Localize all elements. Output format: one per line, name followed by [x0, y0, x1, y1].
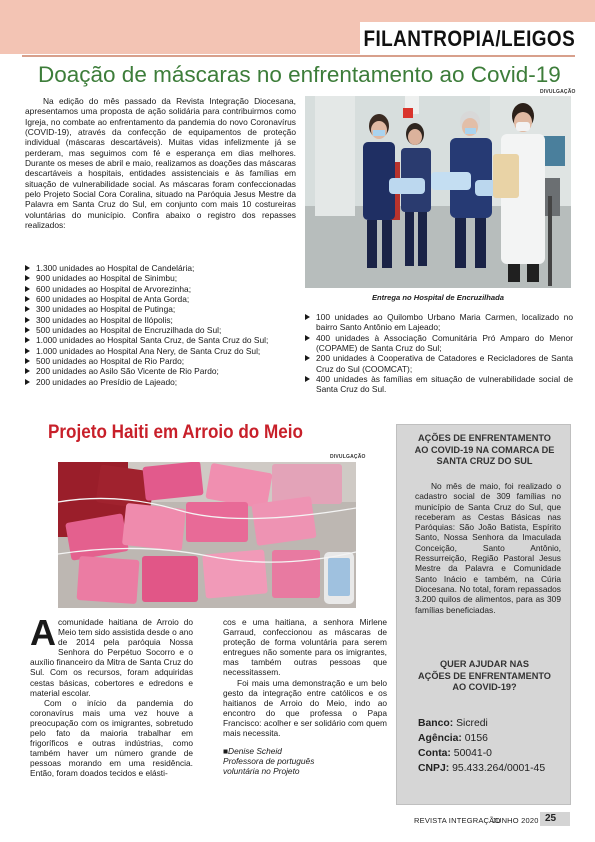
- list-item: 500 unidades ao Hospital de Encruzilhada do Sul;: [25, 325, 300, 335]
- photo1-credit: DIVULGAÇÃO: [540, 89, 576, 95]
- donation-list-left: [25, 263, 300, 387]
- sidebar-help-line2: AÇÕES DE ENFRENTAMENTO: [418, 670, 551, 681]
- sidebar-paragraph: No mês de maio, foi realizado o cadastro social de 309 famílias no município de Santa Cruz do Sul, que receberam as Cestas Básicas nas Paróquias: São João Batista, Espírito Santo, Nossa Senhora da Imaculada Conceição, Santo Antônio, Ressurreição, Região Pastoral Jesus Mestre da Palavra e Comunidade Santo Inácio e também, na Cúria Diocesana. No total, foram repassados 3.200 quilos de alimentos, para as 309 famílias beneficiadas.: [415, 481, 561, 615]
- list-item: 900 unidades ao Hospital de Sinimbu;: [25, 273, 300, 283]
- cnpj-row: CNPJ: 95.433.264/0001-45: [418, 763, 546, 774]
- list-item: 300 unidades ao Hospital de Ilópolis;: [25, 315, 300, 325]
- list-item: 600 unidades ao Hospital de Arvorezinha;: [25, 284, 300, 294]
- list-item: 400 unidades à Associação Comunitária Pró Amparo do Menor (COPAME) de Santa Cruz do Sul;: [305, 333, 573, 354]
- article2-column-left: [30, 612, 193, 779]
- hospital-delivery-photo: [305, 96, 571, 288]
- bank-details: [418, 716, 545, 776]
- sidebar-text: [415, 481, 561, 615]
- sidebar-title-line3: SANTA CRUZ DO SUL: [436, 456, 533, 466]
- bullet-triangle-icon: [25, 275, 30, 281]
- bullet-triangle-icon: [25, 368, 30, 374]
- bullet-triangle-icon: [25, 306, 30, 312]
- signature-role-line2: voluntária no Projeto: [223, 766, 300, 777]
- article1-intro: [25, 96, 296, 230]
- footer-magazine: REVISTA INTEGRAÇÃO: [414, 816, 501, 825]
- bullet-triangle-icon: [25, 296, 30, 302]
- footer-issue: JUNHO 2020: [492, 816, 539, 825]
- masks-illustration: [58, 462, 356, 608]
- list-item: 100 unidades ao Quilombo Urbano Maria Carmen, localizado no bairro Santo Antônio em Lajeado;: [305, 312, 573, 333]
- bullet-triangle-icon: [25, 337, 30, 343]
- donation-list-right: [305, 312, 573, 395]
- article2-column-right: [223, 617, 387, 776]
- section-title: FILANTROPIA/LEIGOS: [363, 26, 575, 51]
- masks-photo: [58, 462, 356, 608]
- bullet-triangle-icon: [25, 286, 30, 292]
- bullet-triangle-icon: [305, 314, 310, 320]
- signature-role-line1: Professora de português: [223, 756, 315, 767]
- list-item: 500 unidades ao Hospital de Rio Pardo;: [25, 356, 300, 366]
- dropcap: A: [30, 612, 56, 653]
- bullet-triangle-icon: [305, 355, 310, 361]
- header-rule: [22, 55, 575, 57]
- article2-paragraph: Com o início da pandemia do coronavírus mais uma vez houve a preocupação com os imigrantes, sobretudo pelo fato da maioria trabalhar em frigoríficos e outras indústrias, como também haver um número grande de pessoas morando em uma residência. Então, foram doados tecidos e elásti-: [30, 697, 193, 779]
- sidebar-help-line1: QUER AJUDAR NAS: [440, 659, 529, 669]
- article2-paragraph: Acomunidade haitiana de Arroio do Meio tem sido assistida desde o ano de 2014 pela paróquia Nossa Senhora do Perpétuo Socorro e o auxílio financeiro da Mitra de Santa Cruz do Sul. Com os recursos, foram adquiridas cestas básicas, cobertores e edredons e material escolar.: [30, 612, 193, 698]
- bullet-triangle-icon: [25, 327, 30, 333]
- bullet-triangle-icon: [305, 376, 310, 382]
- bank-row: Banco: Sicredi: [418, 718, 488, 729]
- hospital-delivery-illustration: [305, 96, 571, 288]
- signature-name: ■Denise Scheid: [223, 746, 282, 757]
- article2-paragraph: Foi mais uma demonstração e um belo gesto da integração entre católicos e os haitianos de Arroio do Meio, indo ao encontro do que professa o Papa Francisco: acolher e ser solidário com quem mais necessita.: [223, 677, 387, 739]
- article1-title: Doação de máscaras no enfrentamento ao Covid-19: [38, 62, 561, 87]
- sidebar-title-line2: AO COVID-19 NA COMARCA DE: [414, 444, 555, 455]
- list-item: 600 unidades ao Hospital de Anta Gorda;: [25, 294, 300, 304]
- sidebar-help-line3: AO COVID-19?: [452, 682, 517, 692]
- list-item: 400 unidades às famílias em situação de vulnerabilidade social de Santa Cruz do Sul.: [305, 374, 573, 395]
- list-item: 1.000 unidades ao Hospital Santa Cruz, de Santa Cruz do Sul;: [25, 335, 300, 345]
- list-item: 200 unidades ao Presídio de Lajeado;: [25, 377, 300, 387]
- sidebar-title-line1: AÇÕES DE ENFRENTAMENTO: [418, 433, 551, 443]
- bullet-triangle-icon: [25, 348, 30, 354]
- account-row: Conta: 50041-0: [418, 748, 492, 759]
- agency-row: Agência: 0156: [418, 733, 488, 744]
- list-item: 200 unidades ao Asilo São Vicente de Rio Pardo;: [25, 366, 300, 376]
- bullet-triangle-icon: [25, 358, 30, 364]
- photo2-credit: DIVULGAÇÃO: [330, 454, 366, 460]
- list-item: 1.000 unidades ao Hospital Ana Nery, de Santa Cruz do Sul;: [25, 346, 300, 356]
- list-item: 200 unidades à Cooperativa de Catadores e Recicladores de Santa Cruz do Sul (COOMCAT);: [305, 353, 573, 374]
- article2-title: Projeto Haiti em Arroio do Meio: [48, 422, 303, 443]
- photo1-caption: Entrega no Hospital de Encruzilhada: [371, 293, 505, 302]
- list-item: 1.300 unidades ao Hospital de Candelária;: [25, 263, 300, 273]
- bullet-triangle-icon: [25, 379, 30, 385]
- list-item: 300 unidades ao Hospital de Putinga;: [25, 304, 300, 314]
- page-number: 25: [545, 813, 557, 824]
- bullet-triangle-icon: [305, 335, 310, 341]
- article1-intro-paragraph: Na edição do mês passado da Revista Integração Diocesana, apresentamos uma proposta de ação solidária para contribuirmos como Igreja, no combate ao enfrentamento da pandemia do novo Coronavírus (COVID-19), através da confecção de equipamentos de proteção individual (máscaras descartáveis). Muitas vidas infelizmente já se perderam, mas seguimos com fé e esperança em dias melhores. Durante os meses de abril e maio, realizamos as doações das máscaras descartáveis a hospitais, entidades assistenciais e às famílias em situação de vulnerabilidade social. As máscaras foram confeccionadas pelo Projeto Social Cora Coralina, situado na Paróquia Jesus Mestre da Palavra em Santa Cruz do Sul, em conjunto com mais 10 costureiras voluntárias do município. Confira abaixo o registro dos repasses realizados:: [25, 96, 296, 231]
- bullet-triangle-icon: [25, 265, 30, 271]
- article2-paragraph: cos e uma haitiana, a senhora Mirlene Garraud, confeccionou as máscaras de proteção de forma voluntária para serem entregues não somente para os imigrantes, mas também outras pessoas que necessitassem.: [223, 617, 387, 678]
- bullet-triangle-icon: [25, 317, 30, 323]
